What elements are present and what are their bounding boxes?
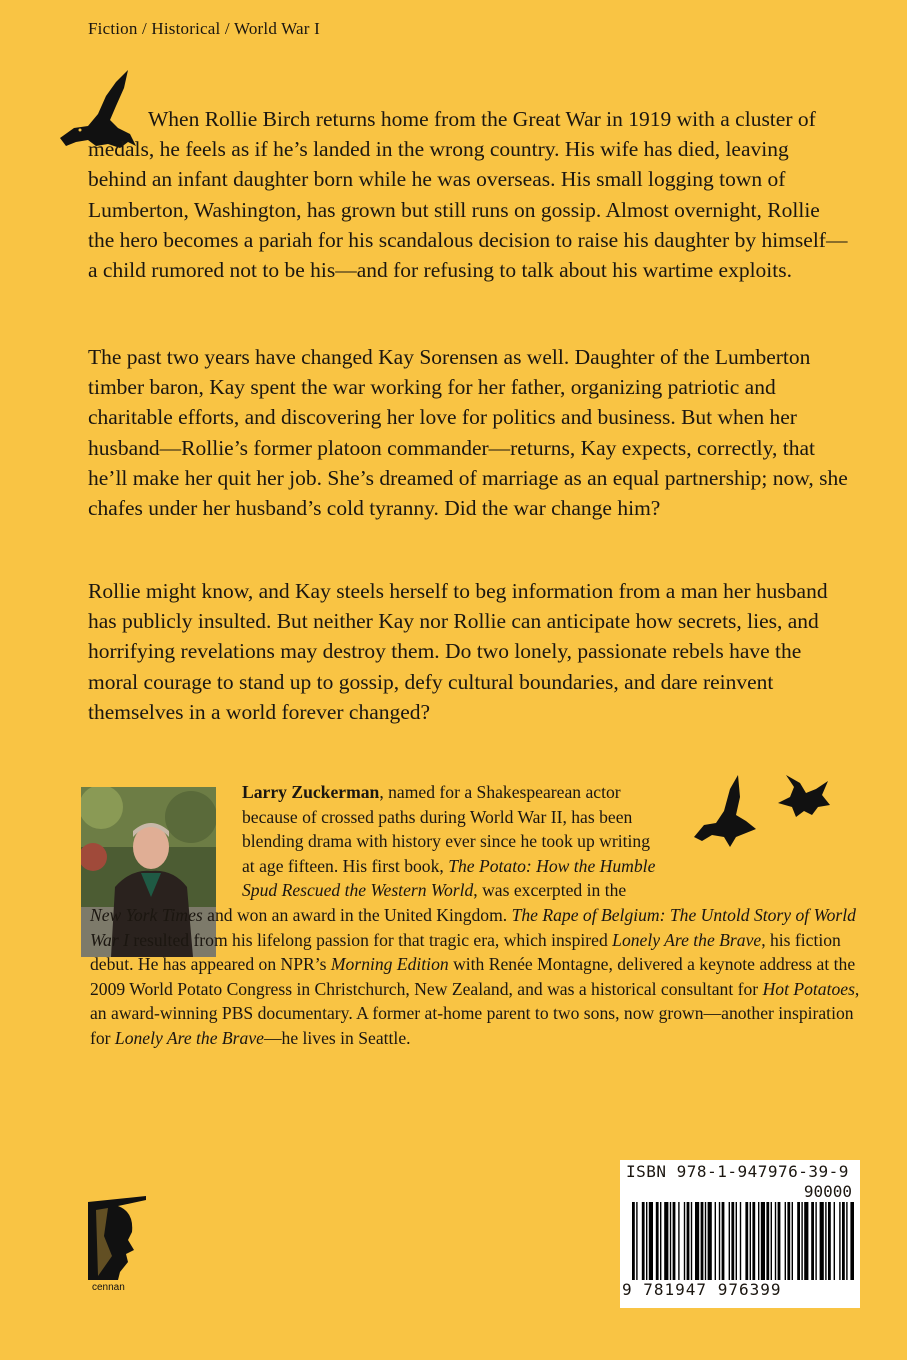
publisher-name: cennan: [92, 1282, 125, 1292]
barcode-bar: [771, 1202, 772, 1280]
barcode-bar: [804, 1202, 808, 1280]
barcode-bar: [642, 1202, 645, 1280]
description-paragraph-2: The past two years have changed Kay Sorensen as well. Daughter of the Lumberton timber baron, Kay spent the war working for her father, organizing patriotic and charitable efforts, and discovering her love for politics and business. But when her husband—Rollie’s former platoon commander—returns, Kay expects, correctly, that he’ll make her quit her job. She’s dreamed of marriage as an equal partnership; now, she chafes under her husband’s cold tyranny. Did the war change him?: [88, 345, 848, 521]
book-title: Lonely Are the Brave: [114, 1027, 264, 1048]
barcode-bar: [740, 1202, 741, 1280]
isbn-barcode: [620, 1160, 860, 1308]
description-paragraph-3: Rollie might know, and Kay steels herself to beg information from a man her husband has publicly insulted. But neither Kay nor Rollie can anticipate how secrets, lies, and horrifying revelations may destroy them. Do two lonely, passionate rebels have the moral courage to stand up to gossip, defy cultural boundaries, and dare reinvent themselves in a world forever changed?: [88, 579, 828, 724]
barcode-bar: [839, 1202, 840, 1280]
barcode-bar: [636, 1202, 637, 1280]
barcode-bar: [758, 1202, 759, 1280]
author-name: Larry Zuckerman: [242, 782, 380, 802]
barcode-bar: [850, 1202, 854, 1280]
barcode-bar: [670, 1202, 671, 1280]
barcode-bar: [691, 1202, 692, 1280]
barcode-bar: [778, 1202, 781, 1280]
barcode-bar: [797, 1202, 800, 1280]
price-code: 90000: [803, 1182, 852, 1201]
barcode-bar: [660, 1202, 661, 1280]
barcode-bar: [649, 1202, 653, 1280]
barcode-bar: [729, 1202, 730, 1280]
barcode-bar: [673, 1202, 676, 1280]
barcode-bar: [722, 1202, 725, 1280]
barcode-bar: [687, 1202, 690, 1280]
barcode-bar: [820, 1202, 824, 1280]
barcode-bar: [825, 1202, 826, 1280]
barcode-bar: [705, 1202, 706, 1280]
publisher-logo-icon: [88, 1196, 154, 1292]
barcode-bar: [745, 1202, 748, 1280]
ean-digits: 9 781947 976399: [622, 1280, 782, 1299]
barcode-bar: [846, 1202, 847, 1280]
barcode-bar: [842, 1202, 845, 1280]
barcode-bar: [792, 1202, 793, 1280]
author-bio: Larry Zuckerman, named for a Shakespearean actor because of crossed paths during World War II, has been blending drama with history ever since he took up writing at age fifteen. His first book, The Potato: How the Humble Spud Rescued the Western World, was excerpted in the New York Times and won an award in the United Kingdom. The Rape of Belgium: The Untold Story of World War I resulted from his lifelong passion for that tragic era, which inspired Lonely Are the Brave, his fiction debut. He has appeared on NPR’s Morning Edition with Renée Montagne, delivered a keynote address at the 2009 World Potato Congress in Christchurch, New Zealand, and was a historical consultant for Hot Potatoes, an award-winning PBS documentary. A former at-home parent to two sons, now grown—another inspiration for Lonely Are the Brave—he lives in Seattle.: [90, 782, 860, 1048]
barcode-bar: [761, 1202, 765, 1280]
barcode-bar: [632, 1202, 635, 1280]
book-title: Lonely Are the Brave: [612, 929, 762, 950]
barcode-bar: [678, 1202, 679, 1280]
isbn-label: ISBN 978-1-947976-39-9: [626, 1162, 849, 1181]
barcode-bar: [828, 1202, 831, 1280]
barcode-bar: [719, 1202, 720, 1280]
description-paragraph-1: When Rollie Birch returns home from the Great War in 1919 with a cluster of medals, he feels as if he’s landed in the wrong country. His wife has died, leaving behind an infant daughter born while he was overseas. His small logging town of Lumberton, Washington, has grown but still runs on gossip. Almost overnight, Rollie the hero becomes a pariah for his scandalous decision to raise his daughter by himself—a child rumored not to be his—and for refusing to talk about his wartime exploits.: [88, 107, 848, 283]
category-line: Fiction / Historical / World War I: [88, 19, 320, 38]
barcode-bar: [646, 1202, 647, 1280]
barcode-bar: [815, 1202, 816, 1280]
barcode-bars: [630, 1202, 854, 1280]
barcode-bar: [708, 1202, 712, 1280]
barcode-bar: [684, 1202, 685, 1280]
barcode-bar: [736, 1202, 737, 1280]
barcode-bar: [750, 1202, 751, 1280]
barcode-bar: [785, 1202, 786, 1280]
barcode-bar: [811, 1202, 814, 1280]
barcode-bar: [766, 1202, 769, 1280]
barcode-bar: [834, 1202, 835, 1280]
barcode-bar: [787, 1202, 790, 1280]
barcode-bar: [731, 1202, 734, 1280]
barcode-bar: [752, 1202, 755, 1280]
barcode-bar: [656, 1202, 659, 1280]
barcode-bar: [775, 1202, 776, 1280]
barcode-bar: [664, 1202, 668, 1280]
barcode-bar: [701, 1202, 704, 1280]
book-title: The Potato: How the Humble Spud Rescued the Western World: [242, 855, 656, 901]
barcode-bar: [801, 1202, 802, 1280]
barcode-bar: [715, 1202, 716, 1280]
barcode-bar: [695, 1202, 699, 1280]
book-title: The Rape of Belgium: The Untold Story of World War I: [90, 904, 856, 950]
